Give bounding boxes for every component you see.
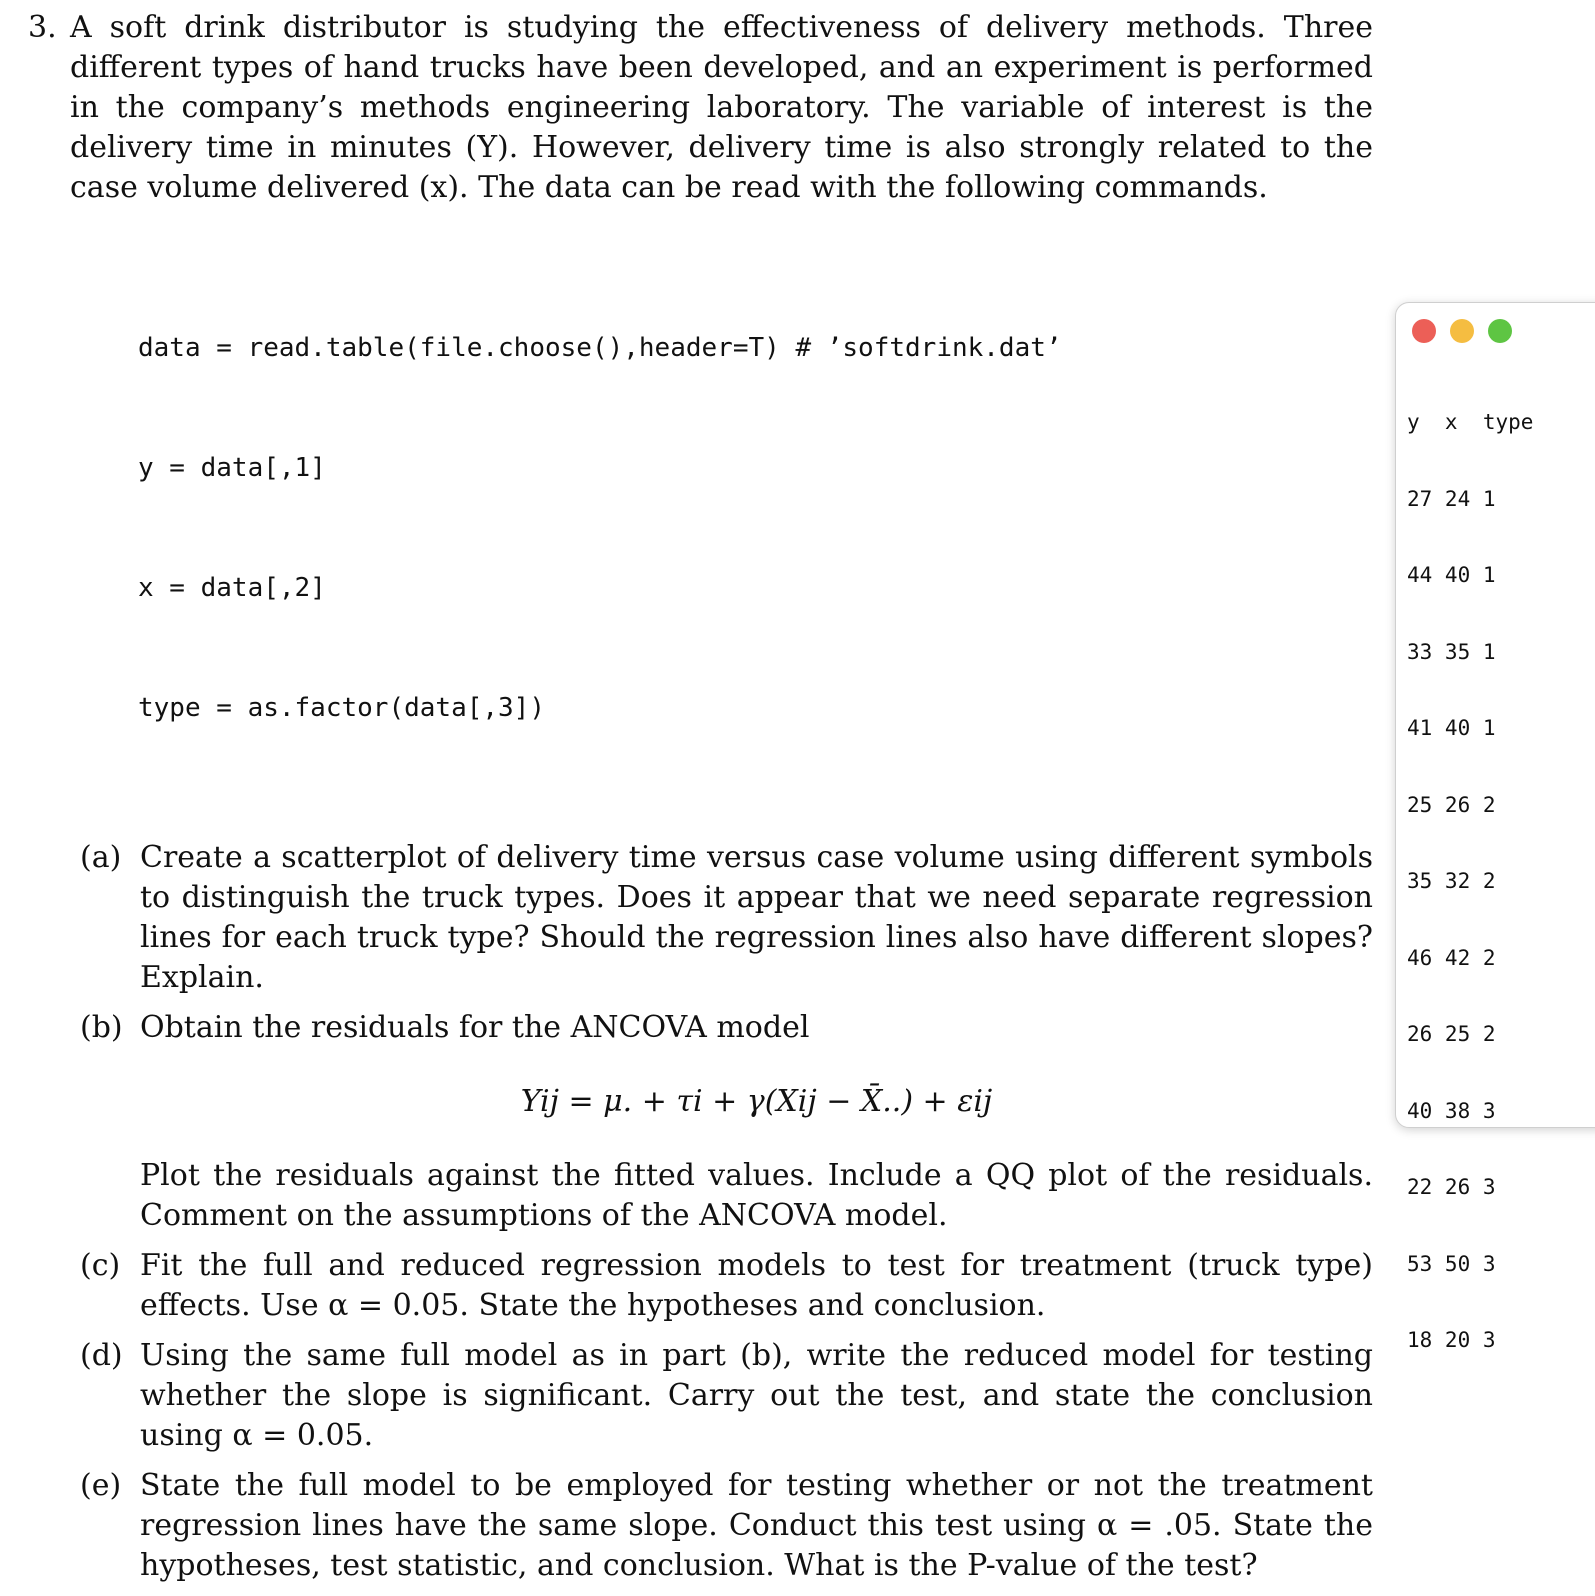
part-b-label: (b) [80, 1010, 123, 1045]
data-row: 46 42 2 [1407, 945, 1496, 970]
data-row: 40 38 3 [1407, 1098, 1496, 1123]
part-a-text: Create a scatterplot of delivery time versus case volume using different symbols to distinguish the truck types. Does it appear that we need separate regression lines for each truck type? Should the regression lines also have different slopes? Explain. [140, 840, 1373, 995]
part-c-label: (c) [80, 1248, 121, 1283]
data-file-window[interactable] [1395, 302, 1595, 1352]
data-row: 41 40 1 [1407, 716, 1496, 740]
data-table [1407, 359, 1533, 1405]
part-d [28, 1336, 1373, 1456]
data-row: 33 35 1 [1407, 639, 1496, 664]
data-row: 18 20 3 [1407, 1328, 1496, 1352]
problem-intro [28, 8, 1373, 208]
part-b [28, 1008, 1373, 1048]
problem-number: 3. [28, 10, 57, 45]
part-c [28, 1246, 1373, 1326]
code-line: x = data[,2] [138, 573, 326, 603]
data-row: 27 24 1 [1407, 486, 1496, 511]
data-row: 22 26 3 [1407, 1175, 1496, 1199]
part-d-text: Using the same full model as in part (b), write the reduced model for testing whether the slope is significant. Carry out the test, and state the conclusion using α = 0.05. [140, 1338, 1373, 1453]
data-row: 35 32 2 [1407, 869, 1496, 893]
minimize-window-icon[interactable] [1450, 319, 1474, 343]
code-line: data = read.table(file.choose(),header=T) # ’softdrink.dat’ [138, 333, 1062, 363]
zoom-window-icon[interactable] [1488, 319, 1512, 343]
data-header: y x type [1407, 410, 1534, 434]
data-row: 26 25 2 [1407, 1022, 1496, 1046]
problem-3 [28, 8, 1373, 1596]
ancova-model-formula: Yij = μ. + τi + γ(Xij − X̄..) + εij [520, 1084, 993, 1119]
r-code-block [138, 248, 1373, 808]
code-line: type = as.factor(data[,3]) [138, 693, 545, 723]
close-window-icon[interactable] [1412, 319, 1436, 343]
data-row: 53 50 3 [1407, 1251, 1496, 1276]
part-d-label: (d) [80, 1338, 123, 1373]
part-e-label: (e) [80, 1468, 122, 1503]
data-row: 25 26 2 [1407, 792, 1496, 817]
problem-parts [28, 838, 1373, 1586]
problem-intro-text: A soft drink distributor is studying the effectiveness of delivery methods. Three different types of hand trucks have been developed, and an experiment is performed in the company’s methods engineering laboratory. The variable of interest is the delivery time in minutes (Y). However, delivery time is also strongly related to the case volume delivered (x). The data can be read with the following commands. [70, 10, 1373, 205]
code-line: y = data[,1] [138, 453, 326, 483]
data-row: 44 40 1 [1407, 563, 1496, 587]
part-b-text: Obtain the residuals for the ANCOVA model [140, 1010, 810, 1045]
part-a-label: (a) [80, 840, 122, 875]
part-e-text: State the full model to be employed for testing whether or not the treatment regression lines have the same slope. Conduct this test using α = .05. State the hypotheses, test statistic, and conclusion. What is the P-value of the test? [140, 1468, 1373, 1583]
part-e [28, 1466, 1373, 1586]
part-a [28, 838, 1373, 998]
part-c-text: Fit the full and reduced regression models to test for treatment (truck type) effects. Use α = 0.05. State the hypotheses and conclusion. [140, 1248, 1373, 1323]
part-b-continuation: Plot the residuals against the fitted values. Include a QQ plot of the residuals. Comment on the assumptions of the ANCOVA model. [140, 1158, 1373, 1233]
